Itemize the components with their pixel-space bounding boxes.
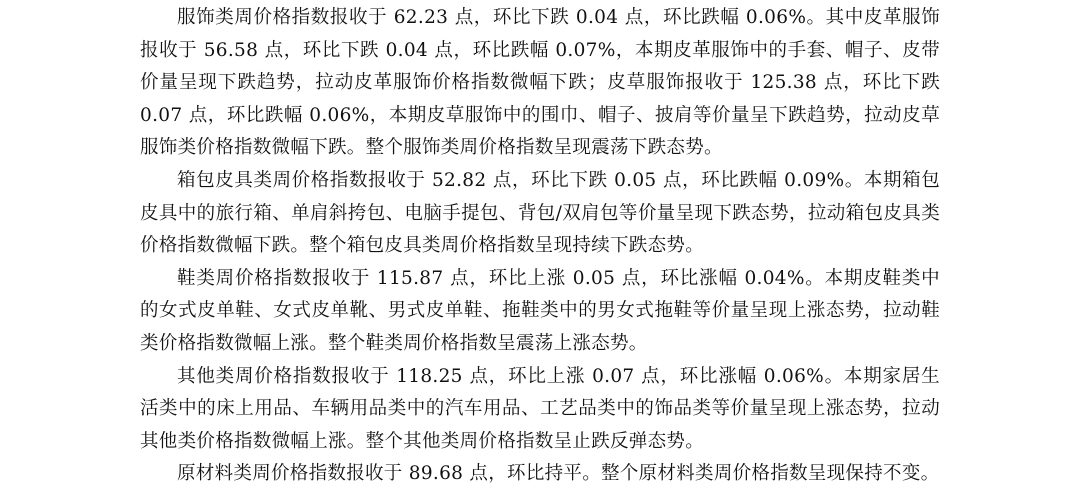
paragraph-apparel-index: 服饰类周价格指数报收于 62.23 点，环比下跌 0.04 点，环比跌幅 0.06%。其中皮革服饰报收于 56.58 点，环比下跌 0.04 点，环比跌幅 0.07%，本期皮革服饰中的手套、帽子、皮带价量呈现下跌趋势，拉动皮革服饰价格指数微幅下跌；皮草服饰报收于 125.38 点，环比下跌 0.07 点，环比跌幅 0.06%，本期皮草服饰中的围巾、帽子、披肩等价量呈下跌趋势，拉动皮草服饰类价格指数微幅下跌。整个服饰类周价格指数呈现震荡下跌态势。 bbox=[140, 7, 940, 159]
paragraph-other-index: 其他类周价格指数报收于 118.25 点，环比上涨 0.07 点，环比涨幅 0.06%。本期家居生活类中的床上用品、车辆用品类中的汽车用品、工艺品类中的饰品类等价量呈现上涨态势，拉动其他类价格指数微幅上涨。整个其他类周价格指数呈止跌反弹态势。 bbox=[140, 365, 940, 452]
paragraph-bags-leather-goods-index: 箱包皮具类周价格指数报收于 52.82 点，环比下跌 0.05 点，环比跌幅 0.09%。本期箱包皮具中的旅行箱、单肩斜挎包、电脑手提包、背包/双肩包等价量呈现下跌态势，拉动箱包皮具类价格指数微幅下跌。整个箱包皮具类周价格指数呈现持续下跌态势。 bbox=[140, 169, 940, 257]
paragraph-raw-materials-index: 原材料类周价格指数报收于 89.68 点，环比持平。整个原材料类周价格指数呈现保持不变。 bbox=[177, 463, 940, 485]
paragraph-footwear-index: 鞋类周价格指数报收于 115.87 点，环比上涨 0.05 点，环比涨幅 0.04%。本期皮鞋类中的女式皮单鞋、女式皮单靴、男式皮单鞋、拖鞋类中的男女式拖鞋等价量呈现上涨态势，拉动鞋类价格指数微幅上涨。整个鞋类周价格指数呈震荡上涨态势。 bbox=[140, 267, 940, 354]
document-body bbox=[140, 0, 940, 491]
